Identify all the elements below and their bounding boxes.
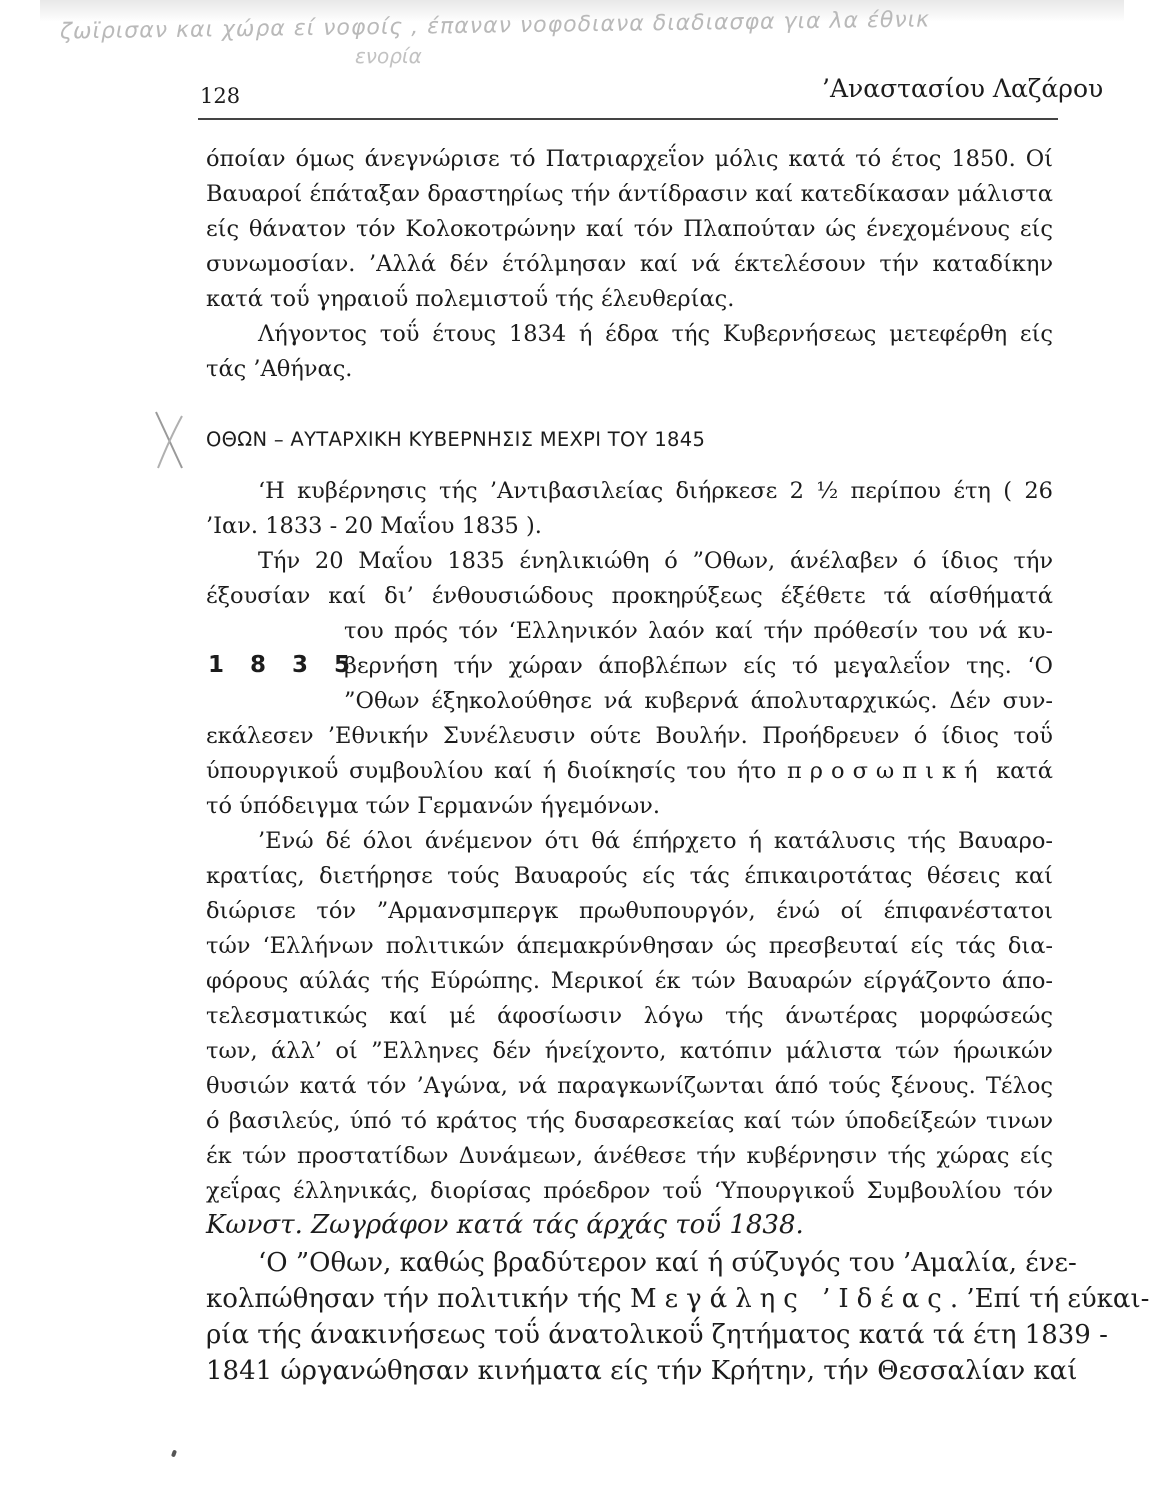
text-line: ’Ιαν. 1833 - 20 Μαΐου 1835 ). [206,513,542,539]
text-line: κρατίας, διετήρησε τούς Βαυαρούς είς τάς έπικαιροτάτας θέσεις καί [206,863,1053,889]
text-line: ‘Ο ”Οθων, καθώς βραδύτερον καί ή σύζυγός του ’Αμαλία, ένε- [258,1248,1077,1278]
text-line: ‘Η κυβέρνησις τής ’Αντιβασιλείας διήρκεσε 2 ½ περίπου έτη ( 26 [258,478,1053,504]
text-line: τελεσματικώς καί μέ άφοσίωσιν λόγω τής άνωτέρας μορφώσεώς [206,1003,1053,1029]
text-line: των, άλλ’ οί ”Ελληνες δέν ήνείχοντο, κατόπιν μάλιστα τών ήρωικών [206,1038,1053,1064]
text-fragment: κολπώθησαν τήν πολιτικήν τής [206,1284,622,1314]
handwritten-annotation: ζωϊρισαν και χώρα εί νοφοίς , έπαναν νοφοδιανα διαδιασφα για λα έθνικ [59,7,931,45]
text-line: τών ‘Ελλήνων πολιτικών άπεμακρύνθησαν ώς πρεσβευταί είς τάς δια- [206,933,1053,959]
text-line: τάς ’Αθήνας. [206,356,353,382]
text-line: ’Ενώ δέ όλοι άνέμενον ότι θά έπήρχετο ή κατάλυσις τής Βαυαρο- [258,828,1053,854]
text-fragment: κατά [996,758,1053,784]
text-line: τό ύπόδειγμα τών Γερμανών ήγεμόνων. [206,793,660,819]
margin-check-mark-icon [148,408,192,474]
text-line: χεΐρας έλληνικάς, διορίσας πρόεδρον τοΰ ‘Υπουργικοΰ Συμβουλίου τόν [206,1178,1053,1204]
running-title: ’Αναστασίου Λαζάρου [822,74,1104,103]
text-line: έξουσίαν καί δι’ ένθουσιώδους προκηρύξεως έξέθετε τά αίσθήματά [206,583,1053,609]
text-line: είς θάνατον τόν Κολοκοτρώνην καί τόν Πλαπούταν ώς ένεχομένους είς [206,216,1053,242]
text-line [206,758,1053,784]
text-line: Τήν 20 Μαΐου 1835 ένηλικιώθη ό ”Οθων, άνέλαβεν ό ίδιος τήν [258,548,1053,574]
text-line: διώρισε τόν ”Αρμανσμπεργκ πρωθυπουργόν, ένώ οί έπιφανέστατοι [206,898,1053,924]
text-line: ό βασιλεύς, ύπό τό κράτος τής δυσαρεσκείας καί τών ύποδείξεών τινων [206,1108,1053,1134]
stray-ink-mark [171,1450,177,1458]
text-line: του πρός τόν ‘Ελληνικόν λαόν καί τήν πρόθεσίν του νά κυ- [344,618,1053,644]
text-line: Λήγοντος τοΰ έτους 1834 ή έδρα τής Κυβερνήσεως μετεφέρθη είς [258,321,1053,347]
margin-year: 1 8 3 5 [208,652,360,678]
text-fragment: . ’Επί τή εύκαι- [949,1284,1150,1314]
text-line: ”Οθων έξηκολούθησε νά κυβερνά άπολυταρχικώς. Δέν συν- [344,688,1053,714]
emphasized-word: προσωπική [787,758,986,784]
text-line: έκ τών προστατίδων Δυνάμεων, άνέθεσε τήν κυβέρνησιν τής χώρας είς [206,1143,1053,1169]
text-line: συνωμοσίαν. ’Αλλά δέν έτόλμησαν καί νά έκτελέσουν τήν καταδίκην [206,251,1053,277]
text-line: εκάλεσεν ’Εθνικήν Συνέλευσιν ούτε Βουλήν. Προήδρευεν ό ίδιος τοΰ [206,723,1053,749]
page-number: 128 [200,84,241,108]
text-line: Βαυαροί έπάταξαν δραστηρίως τήν άντίδρασιν καί κατεδίκασαν μάλιστα [206,181,1053,207]
text-line: Κωνστ. Ζωγράφον κατά τάς άρχάς τοΰ 1838. [206,1210,804,1240]
text-line: όποίαν όμως άνεγνώρισε τό Πατριαρχεΐον μόλις κατά τό έτος 1850. Οί [206,146,1053,172]
section-heading: ΟΘΩΝ – ΑΥΤΑΡΧΙΚΗ ΚΥΒΕΡΝΗΣΙΣ ΜΕΧΡΙ ΤΟΥ 1845 [206,428,706,451]
text-fragment: ύπουργικοΰ συμβουλίου καί ή διοίκησίς του ήτο [206,758,777,784]
text-line: βερνήση τήν χώραν άποβλέπων είς τό μεγαλεΐον της. ‘Ο [344,653,1053,679]
handwritten-annotation-2: ενορία [355,44,422,68]
text-line: φόρους αύλάς τής Εύρώπης. Μερικοί έκ τών Βαυαρών είργάζοντο άπο- [206,968,1053,994]
text-line: 1841 ώργανώθησαν κινήματα είς τήν Κρήτην, τήν Θεσσαλίαν καί [206,1356,1078,1386]
text-line: ρία τής άνακινήσεως τοΰ άνατολικοΰ ζητήματος κατά τά έτη 1839 - [206,1320,1108,1350]
header-rule [198,118,1058,120]
text-line [206,1284,1150,1314]
emphasized-phrase: Μεγάλης ’Ιδέας [630,1284,950,1314]
text-line: κατά τοΰ γηραιοΰ πολεμιστοΰ τής έλευθερίας. [206,286,735,312]
text-line: θυσιών κατά τόν ’Αγώνα, νά παραγκωνίζωνται άπό τούς ξένους. Τέλος [206,1073,1053,1099]
